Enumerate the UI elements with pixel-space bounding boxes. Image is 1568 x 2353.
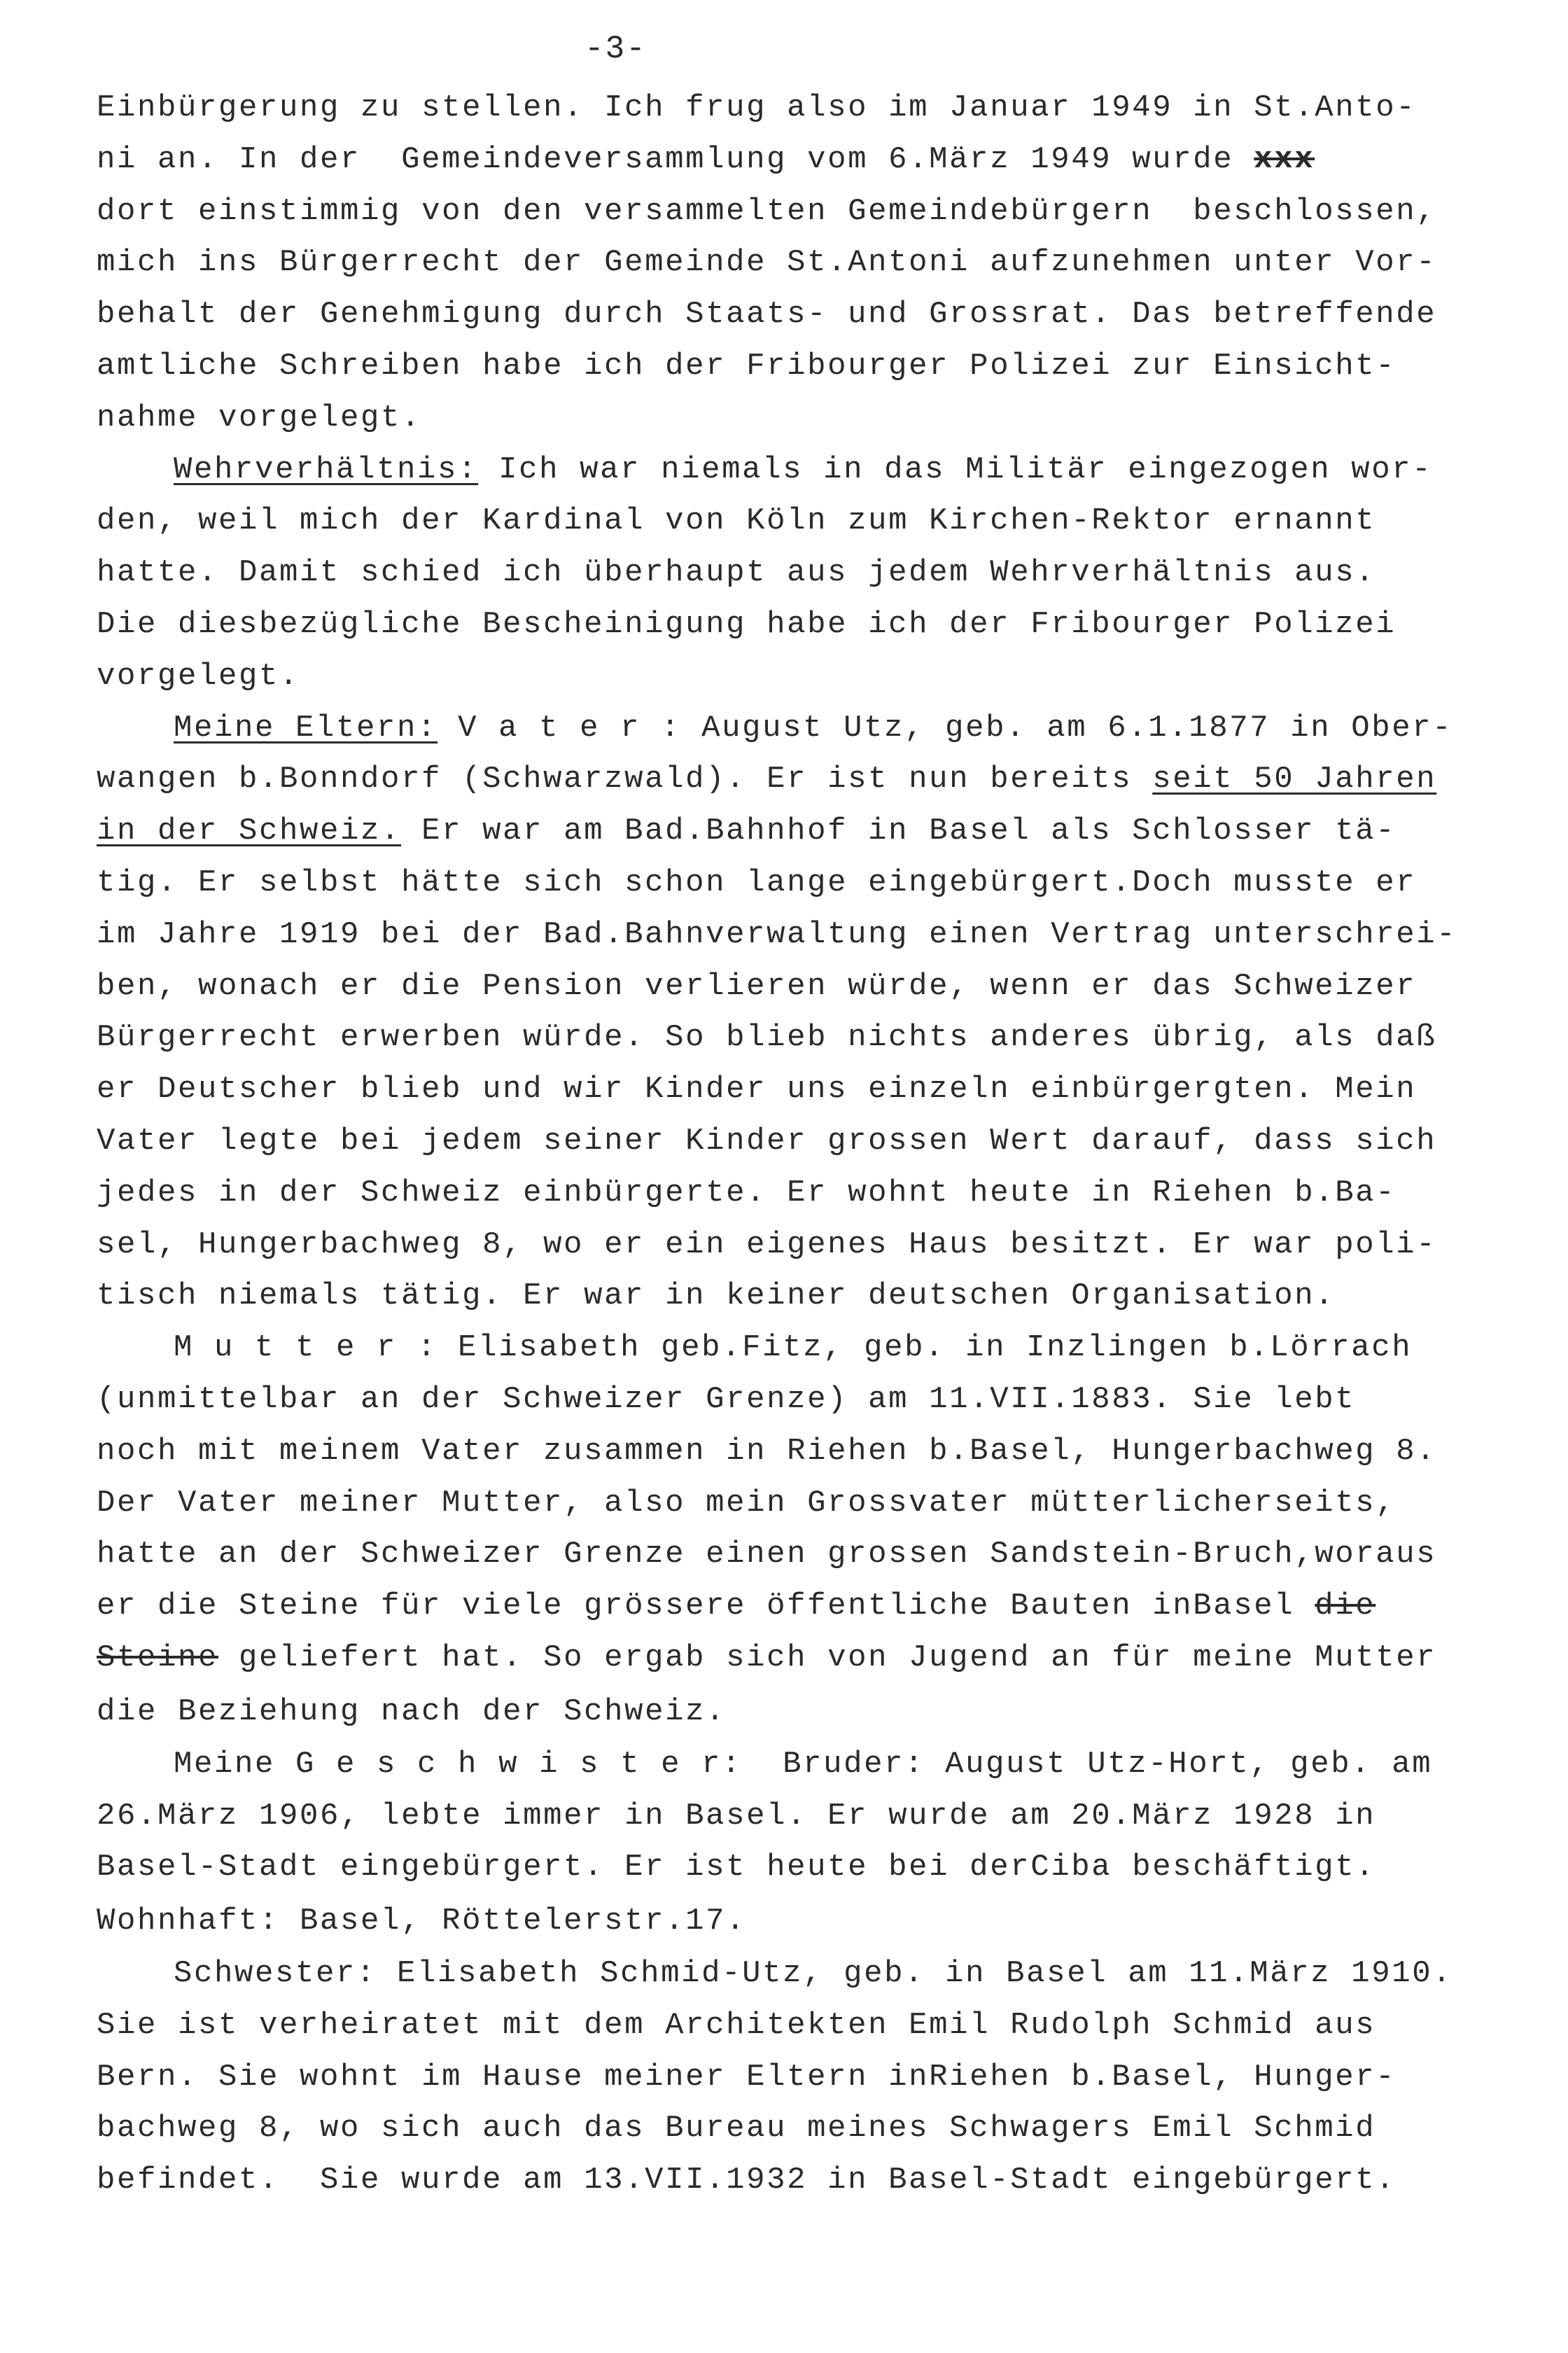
underlined-text: in der Schweiz. bbox=[97, 814, 402, 849]
page-number: -3- bbox=[584, 31, 647, 67]
text-line: M u t t e r : Elisabeth geb.Fitz, geb. in Inzlingen b.Lörrach bbox=[174, 1330, 1413, 1366]
struck-text: xxx bbox=[1254, 141, 1315, 177]
text-line: die Beziehung nach der Schweiz. bbox=[97, 1694, 727, 1729]
text-segment: er die Steine für viele grössere öffentliche Bauten inBasel bbox=[97, 1589, 1315, 1624]
text-segment: V a t e r : August Utz, geb. am 6.1.1877 in Ober- bbox=[438, 710, 1453, 746]
text-line bbox=[97, 754, 1483, 806]
text-segment: wangen b.Bonndorf (Schwarzwald). Er ist nun bereits bbox=[97, 762, 1153, 797]
text-line: Wohnhaft: Basel, Röttelerstr.17. bbox=[97, 1904, 747, 1939]
text-line: nahme vorgelegt. bbox=[97, 400, 422, 435]
text-line: jedes in der Schweiz einbürgerte. Er wohnt heute in Riehen b.Ba- bbox=[97, 1175, 1396, 1210]
text-line: Die diesbezügliche Bescheinigung habe ich der Fribourger Polizei bbox=[97, 606, 1396, 642]
text-line: amtliche Schreiben habe ich der Fribourger Polizei zur Einsicht- bbox=[97, 348, 1396, 384]
struck-text: die bbox=[1315, 1589, 1376, 1624]
text-line bbox=[97, 806, 1483, 858]
text-line: dort einstimmig von den versammelten Gemeindebürgern beschlossen, bbox=[97, 193, 1437, 229]
text-line bbox=[97, 134, 1483, 186]
text-segment: Ich war niemals in das Militär eingezogen wor- bbox=[478, 452, 1433, 487]
text-line: befindet. Sie wurde am 13.VII.1932 in Basel-Stadt eingebürgert. bbox=[97, 2163, 1396, 2198]
text-line: im Jahre 1919 bei der Bad.Bahnverwaltung einen Vertrag unterschrei- bbox=[97, 916, 1457, 952]
struck-text: Steine bbox=[97, 1640, 219, 1675]
section-heading-wehrverhaeltnis: Wehrverhältnis: bbox=[174, 452, 479, 487]
text-line: Vater legte bei jedem seiner Kinder grossen Wert darauf, dass sich bbox=[97, 1123, 1437, 1159]
document-body bbox=[97, 83, 1483, 2207]
text-line: mich ins Bürgerrecht der Gemeinde St.Antoni aufzunehmen unter Vor- bbox=[97, 245, 1437, 281]
text-line: Der Vater meiner Mutter, also mein Grossvater mütterlicherseits, bbox=[97, 1485, 1396, 1521]
section-heading-eltern: Meine Eltern: bbox=[174, 710, 438, 746]
text-segment: geliefert hat. So ergab sich von Jugend an für meine Mutter bbox=[218, 1640, 1437, 1675]
text-line: (unmittelbar an der Schweizer Grenze) am 11.VII.1883. Sie lebt bbox=[97, 1381, 1356, 1417]
text-line: Bern. Sie wohnt im Hause meiner Eltern inRiehen b.Basel, Hunger- bbox=[97, 2059, 1396, 2095]
text-line bbox=[97, 703, 1483, 755]
text-line: Einbürgerung zu stellen. Ich frug also im Januar 1949 in St.Anto- bbox=[97, 90, 1417, 125]
text-line: er Deutscher blieb und wir Kinder uns einzeln einbürgergten. Mein bbox=[97, 1072, 1417, 1108]
text-line: behalt der Genehmigung durch Staats- und Grossrat. Das betreffende bbox=[97, 297, 1437, 333]
text-line: Sie ist verheiratet mit dem Architekten Emil Rudolph Schmid aus bbox=[97, 2007, 1376, 2043]
text-line: hatte. Damit schied ich überhaupt aus jedem Wehrverhältnis aus. bbox=[97, 555, 1376, 591]
text-line: Schwester: Elisabeth Schmid-Utz, geb. in Basel am 11.März 1910. bbox=[174, 1956, 1453, 1992]
text-line bbox=[97, 1633, 1483, 1684]
text-line: Basel-Stadt eingebürgert. Er ist heute bei derCiba beschäftigt. bbox=[97, 1850, 1376, 1885]
text-line: 26.März 1906, lebte immer in Basel. Er wurde am 20.März 1928 in bbox=[97, 1798, 1376, 1834]
text-line bbox=[97, 445, 1483, 496]
text-line: vorgelegt. bbox=[97, 658, 300, 694]
underlined-text: seit 50 Jahren bbox=[1152, 762, 1437, 797]
text-segment: Er war am Bad.Bahnhof in Basel als Schlosser tä- bbox=[401, 814, 1396, 849]
text-segment: ni an. In der Gemeindeversammlung vom 6.März 1949 wurde bbox=[97, 141, 1254, 177]
text-line: hatte an der Schweizer Grenze einen grossen Sandstein-Bruch,woraus bbox=[97, 1537, 1437, 1572]
text-line bbox=[97, 1581, 1483, 1633]
text-line: Bürgerrecht erwerben würde. So blieb nichts anderes übrig, als daß bbox=[97, 1020, 1437, 1056]
text-line: tig. Er selbst hätte sich schon lange eingebürgert.Doch musste er bbox=[97, 865, 1417, 900]
text-line: bachweg 8, wo sich auch das Bureau meines Schwagers Emil Schmid bbox=[97, 2111, 1376, 2146]
text-line: den, weil mich der Kardinal von Köln zum Kirchen-Rektor ernannt bbox=[97, 503, 1376, 539]
text-line: ben, wonach er die Pension verlieren würde, wenn er das Schweizer bbox=[97, 968, 1417, 1004]
text-line: sel, Hungerbachweg 8, wo er ein eigenes Haus besitzt. Er war poli- bbox=[97, 1227, 1437, 1262]
text-line: noch mit meinem Vater zusammen in Riehen b.Basel, Hungerbachweg 8. bbox=[97, 1433, 1437, 1469]
text-line: Meine G e s c h w i s t e r: Bruder: August Utz-Hort, geb. am bbox=[174, 1746, 1433, 1782]
text-line: tisch niemals tätig. Er war in keiner deutschen Organisation. bbox=[97, 1278, 1336, 1314]
